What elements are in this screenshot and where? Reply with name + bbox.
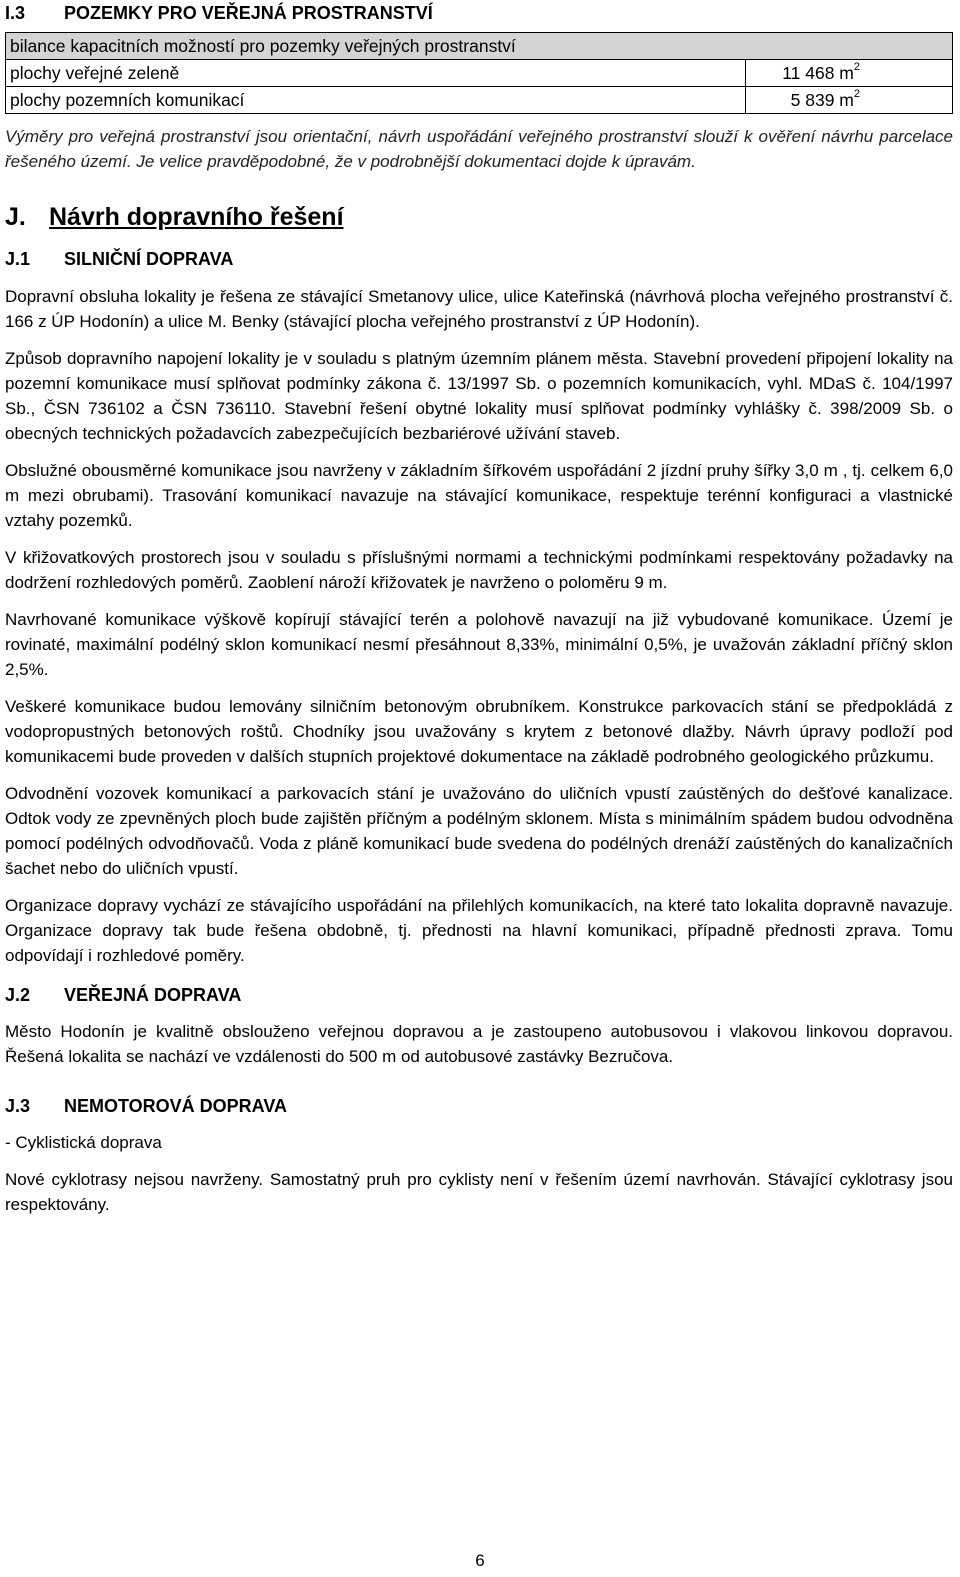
balance-table [5, 32, 953, 114]
section-title: POZEMKY PRO VEŘEJNÁ PROSTRANSTVÍ [64, 3, 433, 23]
table-cell-label: plochy pozemních komunikací [6, 87, 746, 114]
chapter-j-heading [5, 202, 953, 232]
table-cell-value: 11 468 $m^2$ [746, 60, 953, 87]
paragraph: Navrhované komunikace výškově kopírují stávající terén a polohově navazují na již vybudované komunikace. Území je rovinaté, maximální podélný sklon komunikací nesmí přesáhnout 8,33%, minimální 0,5%, je uvažován základní příčný sklon 2,5%. [5, 610, 953, 679]
paragraph: Dopravní obsluha lokality je řešena ze stávající Smetanovy ulice, ulice Kateřinská (návrhová plocha veřejného prostranství č. 166 z ÚP Hodonín) a ulice M. Benky (stávající plocha veřejného prostranství z ÚP Hodonín). [5, 287, 953, 331]
paragraph: Město Hodonín je kvalitně obslouženo veřejnou dopravou a je zastoupeno autobusovou i vlakovou linkovou dopravou. Řešená lokalita se nachází ve vzdálenosti do 500 m od autobusové zastávky Bezručova. [5, 1022, 953, 1066]
section-j3-heading [5, 1093, 953, 1119]
table-header-cell: bilance kapacitních možností pro pozemky veřejných prostranství [6, 33, 953, 60]
chapter-number: J. [5, 203, 26, 231]
paragraph: Organizace dopravy vychází ze stávajícího uspořádání na přilehlých komunikacích, na které tato lokalita dopravně navazuje. Organizace dopravy tak bude řešena obdobně, tj. přednosti na hlavní komunikaci, případně přednosti zprava. Tomu odpovídají i rozhledové poměry. [5, 896, 953, 965]
section-number: J.3 [5, 1096, 31, 1116]
paragraph: Veškeré komunikace budou lemovány silničním betonovým obrubníkem. Konstrukce parkovacích stání se předpokládá z vodopropustných betonových roštů. Chodníky jsou uvažovány s krytem z betonové dlažby. Návrh úpravy podloží pod komunikacemi bude proveden v dalších stupních projektové dokumentace na základě podrobného geologického průzkumu. [5, 697, 953, 766]
paragraph: Odvodnění vozovek komunikací a parkovacích stání je uvažováno do uličních vpustí zaústěných do dešťové kanalizace. Odtok vody ze zpevněných ploch bude zajištěn příčným a podélným sklonem. Místa s minimálním spádem budou odvodněna pomocí podélných odvodňovačů. Voda z pláně komunikací bude svedena do podélných drenáží zaústěných do kanalizačních šachet nebo do uličních vpustí. [5, 784, 953, 878]
area-note: Výměry pro veřejná prostranství jsou orientační, návrh uspořádání veřejného prostranství slouží k ověření návrhu parcelace řešeného území. Je velice pravděpodobné, že v podrobnější dokumentaci dojde k úpravám. [5, 127, 953, 171]
table-cell-label: plochy veřejné zeleně [6, 60, 746, 87]
section-title: SILNIČNÍ DOPRAVA [64, 249, 234, 269]
section-number: I.3 [5, 3, 26, 23]
section-number: J.1 [5, 249, 31, 269]
chapter-title: Návrh dopravního řešení [49, 203, 344, 231]
section-i3-heading [5, 0, 953, 26]
section-j1-heading [5, 246, 953, 272]
paragraph: Obslužné obousměrné komunikace jsou navrženy v základním šířkovém uspořádání 2 jízdní pruhy šířky 3,0 m , tj. celkem 6,0 m mezi obrubami). Trasování komunikací navazuje na stávající komunikace, respektuje terénní konfiguraci a vlastnické vztahy pozemků. [5, 461, 953, 530]
table-header-row [6, 33, 953, 60]
paragraph: Způsob dopravního napojení lokality je v souladu s platným územním plánem města. Stavební provedení připojení lokality na pozemní komunikace musí splňovat podmínky zákona č. 13/1997 Sb. o pozemních komunikacích, vyhl. MDaS č. 104/1997 Sb., ČSN 736102 a ČSN 736110. Stavební řešení obytné lokality musí splňovat podmínky vyhlášky č. 398/2009 Sb. o obecných technických požadavcích zabezpečujících bezbariérové užívání staveb. [5, 349, 953, 443]
subsection-label: - Cyklistická doprava [5, 1133, 162, 1152]
table-row [6, 87, 953, 114]
table-cell-value: 5 839 $m^2$ [746, 87, 953, 114]
paragraph: V křižovatkových prostorech jsou v souladu s příslušnými normami a technickými podmínkami respektovány požadavky na dodržení rozhledových poměrů. Zaoblení nároží křižovatek je navrženo o poloměru 9 m. [5, 548, 953, 592]
table-row [6, 60, 953, 87]
section-number: J.2 [5, 985, 31, 1005]
section-title: NEMOTOROVÁ DOPRAVA [64, 1096, 288, 1116]
section-j2-heading [5, 982, 953, 1008]
page-number: 6 [475, 1551, 485, 1570]
paragraph: Nové cyklotrasy nejsou navrženy. Samostatný pruh pro cyklisty není v řešením území navrhován. Stávající cyklotrasy jsou respektovány. [5, 1170, 953, 1214]
document-page [5, 0, 953, 1217]
section-title: VEŘEJNÁ DOPRAVA [64, 985, 242, 1005]
